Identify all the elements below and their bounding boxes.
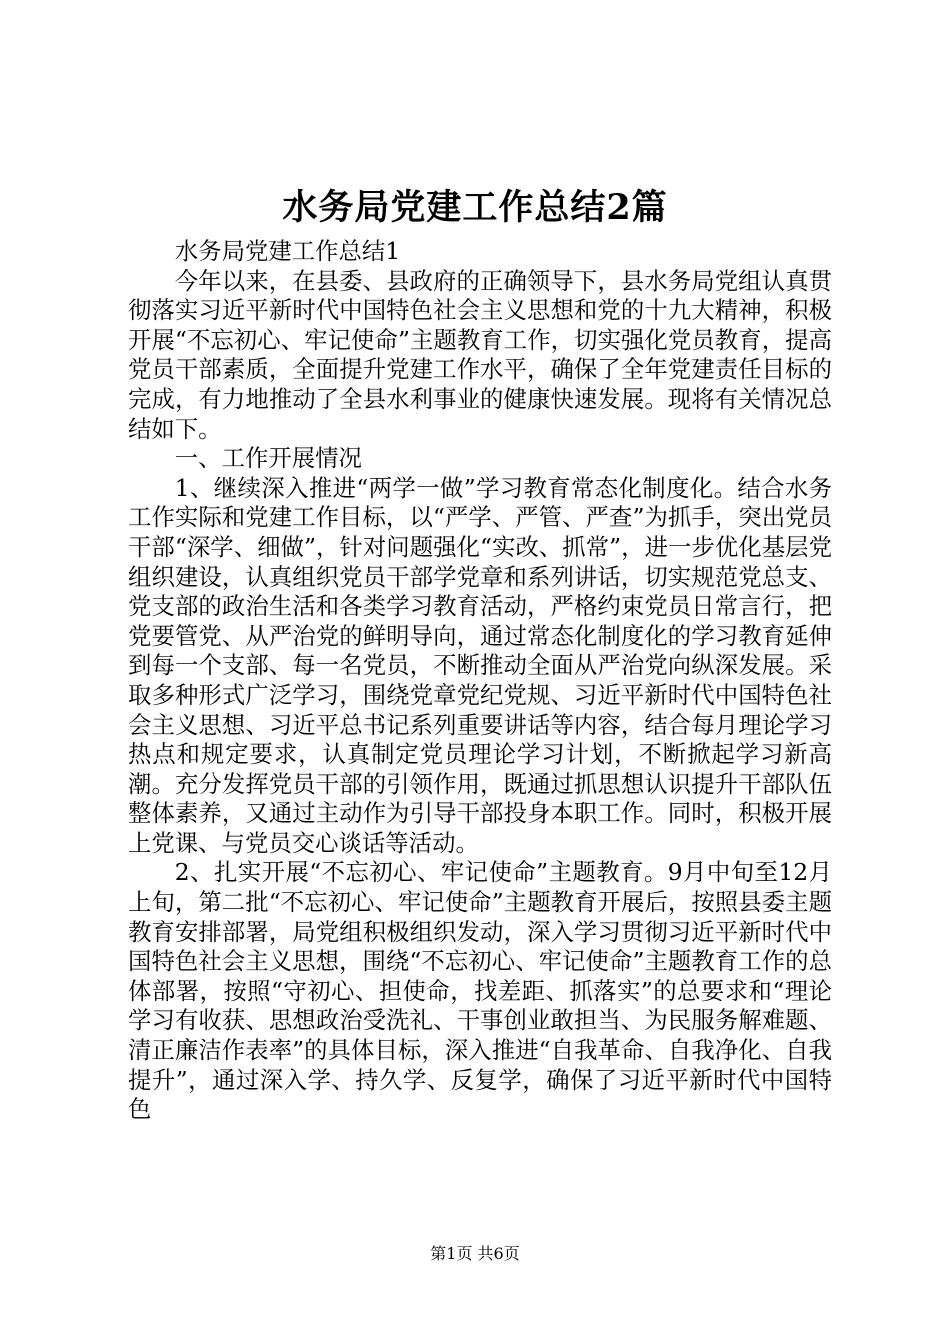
paragraph: 今年以来，在县委、县政府的正确领导下，县水务局党组认真贯彻落实习近平新时代中国特色社会主义思想和党的十九大精神，积极开展“不忘初心、牢记使命”主题教育工作，切实强化党员教育，提高党员干部素质，全面提升党建工作水平，确保了全年党建责任目标的完成，有力地推动了全县水利事业的健康快速发展。现将有关情况总结如下。 xyxy=(128,266,832,443)
section-heading: 一、工作开展情况 xyxy=(174,444,362,473)
page-footer: 第1页 共6页 xyxy=(430,1244,520,1263)
document-body xyxy=(128,237,832,1125)
document-title: 水务局党建工作总结2篇 xyxy=(282,187,668,228)
paragraph: 2、扎实开展“不忘初心、牢记使命”主题教育。9月中旬至12月上旬，第二批“不忘初心、牢记使命”主题教育开展后，按照县委主题教育安排部署，局党组积极组织发动，深入学习贯彻习近平新时代中国特色社会主义思想，围绕“不忘初心、牢记使命”主题教育工作的总体部署，按照“守初心、担使命，找差距、抓落实”的总要求和“理论学习有收获、思想政治受洗礼、干事创业敢担当、为民服务解难题、清正廉洁作表率”的具体目标，深入推进“自我革命、自我净化、自我提升”，通过深入学、持久学、反复学，确保了习近平新时代中国特色 xyxy=(128,858,832,1124)
paragraph: 1、继续深入推进“两学一做”学习教育常态化制度化。结合水务工作实际和党建工作目标，以“严学、严管、严查”为抓手，突出党员干部“深学、细做”，针对问题强化“实改、抓常”，进一步优化基层党组织建设，认真组织党员干部学党章和系列讲话，切实规范党总支、党支部的政治生活和各类学习教育活动，严格约束党员日常言行，把党要管党、从严治党的鲜明导向，通过常态化制度化的学习教育延伸到每一个支部、每一名党员，不断推动全面从严治党向纵深发展。采取多种形式广泛学习，围绕党章党纪党规、习近平新时代中国特色社会主义思想、习近平总书记系列重要讲话等内容，结合每月理论学习热点和规定要求，认真制定党员理论学习计划，不断掀起学习新高潮。充分发挥党员干部的引领作用，既通过抓思想认识提升干部队伍整体素养，又通过主动作为引导干部投身本职工作。同时，积极开展上党课、与党员交心谈话等活动。 xyxy=(128,473,832,857)
section-heading: 水务局党建工作总结1 xyxy=(174,237,401,265)
